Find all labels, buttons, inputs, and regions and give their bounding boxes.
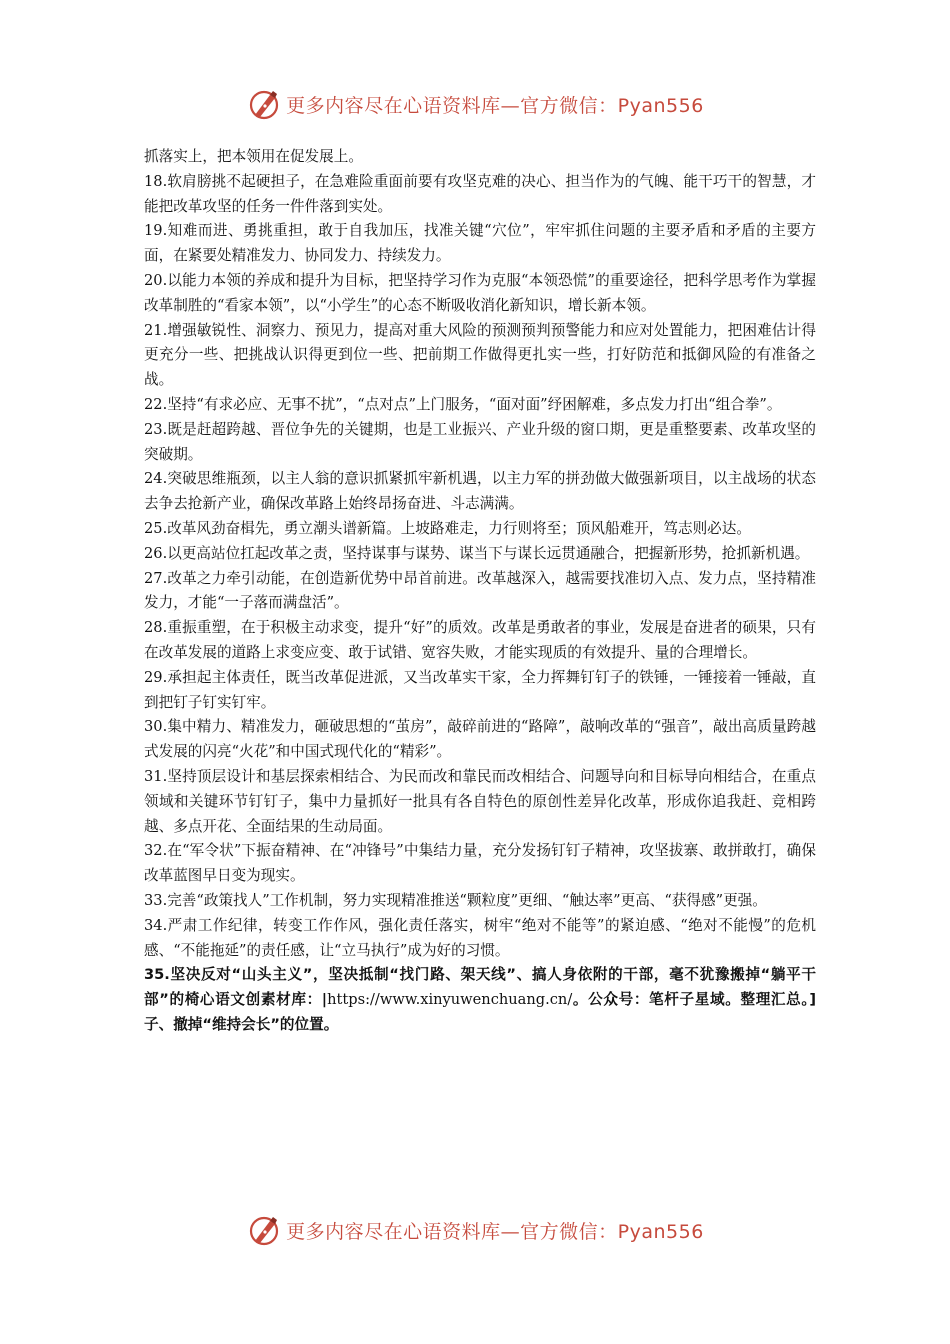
paragraph-20: 20.以能力本领的养成和提升为目标，把坚持学习作为克服“本领恐慌”的重要途径，把科学思考作为掌握改革制胜的“看家本领”，以“小学生”的心态不断吸收消化新知识，增长新本领。 xyxy=(144,271,816,314)
paragraph-21: 21.增强敏锐性、洞察力、预见力，提高对重大风险的预测预判预警能力和应对处置能力，把困难估计得更充分一些、把挑战认识得更到位一些、把前期工作做得更扎实一些，打好防范和抵御风险的有准备之战。 xyxy=(144,321,816,389)
source-url-link[interactable]: https://www.xinyuwenchuang.cn/ xyxy=(327,991,573,1009)
paragraph-35-part2: 。公众号：笔杆子星域。整理汇总。]子、撤掉“维持会长”的位置。 xyxy=(144,991,816,1033)
paragraph-continuation: 抓落实上，把本领用在促发展上。 xyxy=(144,148,363,165)
footer-banner xyxy=(0,1208,950,1252)
paragraph-22: 22.坚持“有求必应、无事不扰”，“点对点”上门服务，“面对面”纾困解难，多点发力打出“组合拳”。 xyxy=(144,395,782,413)
paragraph-35-part1: 35.坚决反对“山头主义”，坚决抵制“找门路、架天线”、搞人身依附的干部，毫不犹豫搬掉“躺平干部”的椅心语文创素材库：| xyxy=(144,966,816,1009)
paragraph-23: 23.既是赶超跨越、晋位争先的关键期，也是工业振兴、产业升级的窗口期，更是重整要素、改革攻坚的突破期。 xyxy=(144,420,816,463)
pen-nib-circle-icon xyxy=(246,86,282,122)
header-banner-text xyxy=(286,91,704,118)
paragraph-28: 28.重振重塑，在于积极主动求变，提升“好”的质效。改革是勇敢者的事业，发展是奋进者的硕果，只有在改革发展的道路上求变应变、敢于试错、宽容失败，才能实现质的有效提升、量的合理增长。 xyxy=(144,619,816,661)
header-banner xyxy=(0,82,950,126)
paragraph-27: 27.改革之力牵引动能，在创造新优势中昂首前进。改革越深入，越需要找准切入点、发力点，坚持精准发力，才能“一子落而满盘活”。 xyxy=(144,569,816,612)
paragraph-34: 34.严肃工作纪律，转变工作作风，强化责任落实，树牢“绝对不能等”的紧迫感、“绝对不能慢”的危机感、“不能拖延”的责任感，让“立马执行”成为好的习惯。 xyxy=(144,916,816,959)
paragraph-32: 32.在“军令状”下振奋精神、在“冲锋号”中集结力量，充分发扬钉钉子精神，攻坚拔寨、敢拼敢打，确保改革蓝图早日变为现实。 xyxy=(144,842,816,885)
paragraph-26: 26.以更高站位扛起改革之责，坚持谋事与谋势、谋当下与谋长远贯通融合，把握新形势，抢抓新机遇。 xyxy=(144,544,810,562)
paragraph-19: 19.知难而进、勇挑重担，敢于自我加压，找准关键“穴位”，牢牢抓住问题的主要矛盾和矛盾的主要方面，在紧要处精准发力、协同发力、持续发力。 xyxy=(144,222,816,265)
paragraph-33: 33.完善“政策找人”工作机制，努力实现精准推送“颗粒度”更细、“触达率”更高、“获得感”更强。 xyxy=(144,891,767,909)
footer-wechat-id: Pyan556 xyxy=(617,1220,704,1243)
footer-banner-text xyxy=(286,1217,704,1244)
paragraph-18: 18.软肩膀挑不起硬担子，在急难险重面前要有攻坚克难的决心、担当作为的气魄、能干巧干的智慧，才能把改革攻坚的任务一件件落到实处。 xyxy=(144,172,816,215)
paragraph-25: 25.改革风劲奋楫先，勇立潮头谱新篇。上坡路难走，力行则将至；顶风船难开，笃志则必达。 xyxy=(144,519,751,537)
document-body xyxy=(144,145,816,1038)
paragraph-35 xyxy=(144,963,816,1037)
paragraph-31: 31.坚持顶层设计和基层探索相结合、为民而改和靠民而改相结合、问题导向和目标导向相结合，在重点领域和关键环节钉钉子，集中力量抓好一批具有各自特色的原创性差异化改革，形成你追我赶、竞相跨越、多点开花、全面结果的生动局面。 xyxy=(144,767,816,835)
footer-banner-cn: 更多内容尽在心语资料库—官方微信： xyxy=(286,1220,618,1243)
pen-nib-circle-icon xyxy=(246,1212,282,1248)
header-wechat-id: Pyan556 xyxy=(617,94,704,117)
paragraph-29: 29.承担起主体责任，既当改革促进派，又当改革实干家，全力挥舞钉钉子的铁锤，一锤接着一锤敲，直到把钉子钉实钉牢。 xyxy=(144,668,816,711)
header-banner-cn: 更多内容尽在心语资料库—官方微信： xyxy=(286,94,618,117)
paragraph-24: 24.突破思维瓶颈，以主人翁的意识抓紧抓牢新机遇，以主力军的拼劲做大做强新项目，以主战场的状态去争去抢新产业，确保改革路上始终昂扬奋进、斗志满满。 xyxy=(144,470,816,513)
paragraph-30: 30.集中精力、精准发力，砸破思想的“茧房”，敲碎前进的“路障”，敲响改革的“强音”，敲出高质量跨越式发展的闪亮“火花”和中国式现代化的“精彩”。 xyxy=(144,718,816,761)
